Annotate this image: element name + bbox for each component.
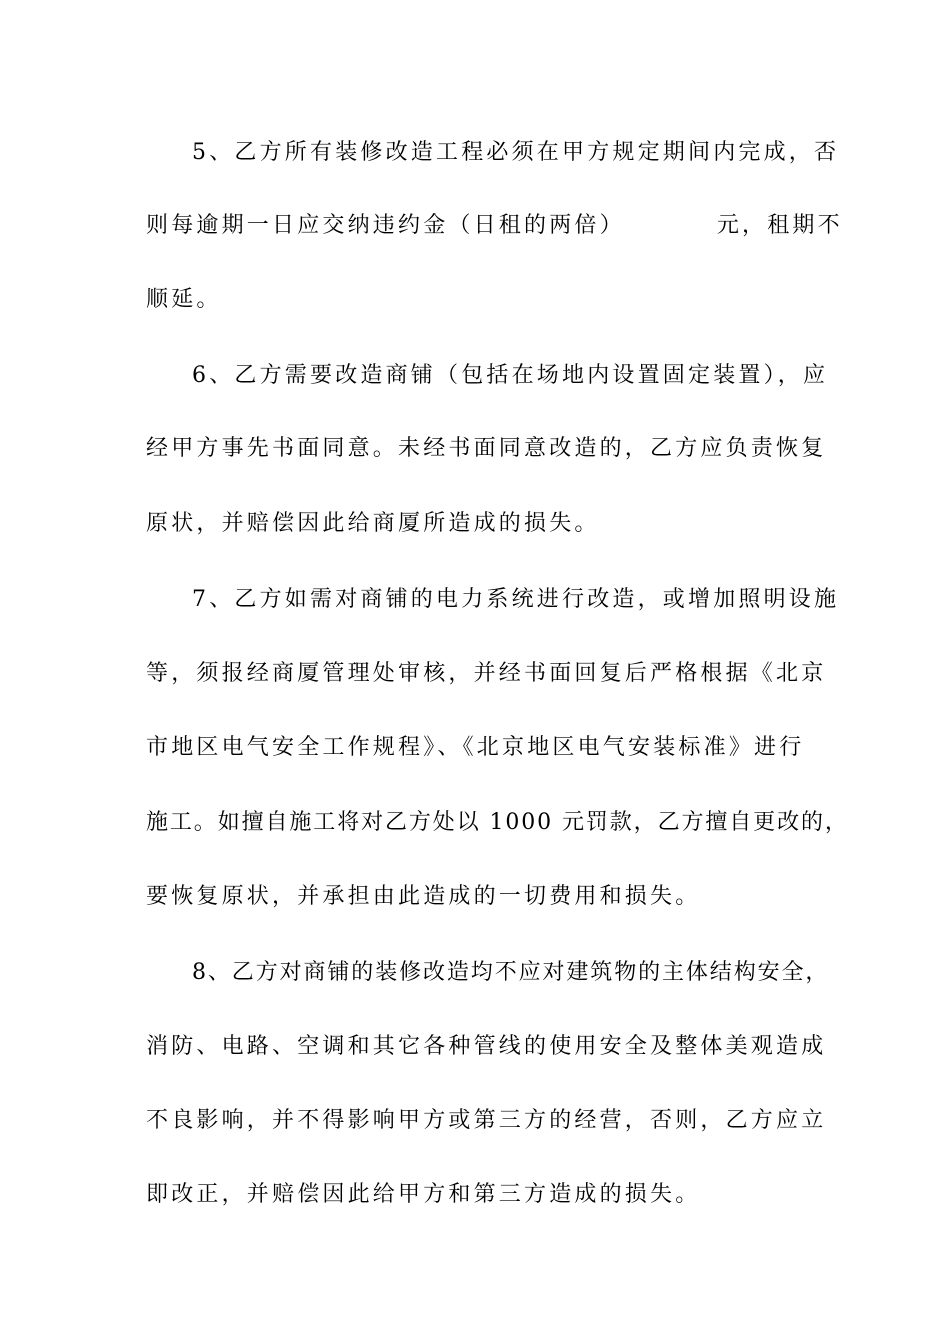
clause-7-line-4: 施工。如擅自施工将对乙方处以 1000 元罚款，乙方擅自更改的， [146, 810, 849, 835]
clause-7-line-2: 等，须报经商厦管理处审核，并经书面回复后严格根据《北京 [146, 661, 827, 686]
clause-8-line-2: 消防、电路、空调和其它各种管线的使用安全及整体美观造成 [146, 1034, 827, 1059]
clause-6-line-2: 经甲方事先书面同意。未经书面同意改造的，乙方应负责恢复 [146, 436, 827, 461]
clause-7-line-3: 市地区电气安全工作规程》、《北京地区电气安装标准》进行 [146, 735, 805, 760]
clause-8-line-3: 不良影响，并不得影响甲方或第三方的经营，否则，乙方应立 [146, 1108, 827, 1133]
clause-5-line-2-before: 则每逾期一日应交纳违约金（日租的两倍） [146, 213, 625, 238]
clause-5-line-1: 5、乙方所有装修改造工程必须在甲方规定期间内完成，否 [192, 140, 840, 165]
clause-8-line-1: 8、乙方对商铺的装修改造均不应对建筑物的主体结构安全， [192, 960, 830, 985]
clause-5-line-2 [146, 206, 843, 246]
clause-6-line-1: 6、乙方需要改造商铺（包括在场地内设置固定装置），应 [192, 363, 829, 388]
clause-7-line-5: 要恢复原状，并承担由此造成的一切费用和损失。 [146, 884, 701, 909]
clause-6-line-3: 原状，并赔偿因此给商厦所造成的损失。 [146, 511, 600, 536]
clause-8-line-4: 即改正，并赔偿因此给甲方和第三方造成的损失。 [146, 1182, 701, 1207]
clause-7-line-1: 7、乙方如需对商铺的电力系统进行改造，或增加照明设施 [192, 587, 840, 612]
clause-5-line-3: 顺延。 [146, 287, 222, 312]
clause-5-line-2-after: 元，租期不 [716, 213, 843, 238]
